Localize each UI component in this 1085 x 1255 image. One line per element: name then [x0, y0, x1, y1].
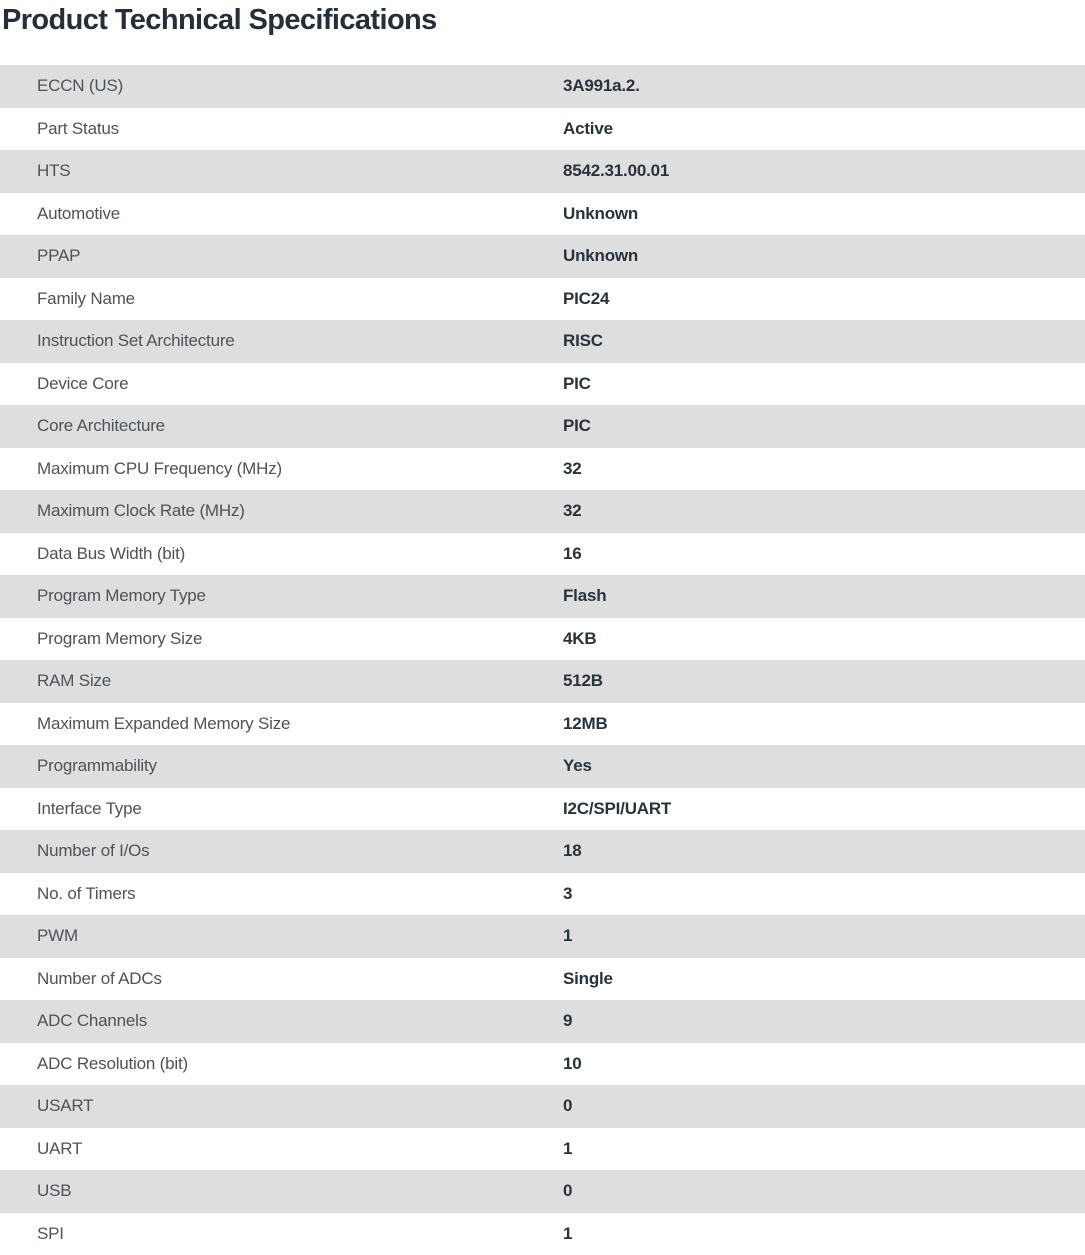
spec-label: Program Memory Size	[0, 629, 563, 649]
spec-value: PIC24	[563, 289, 1085, 309]
spec-label: Part Status	[0, 119, 563, 139]
spec-value: Flash	[563, 586, 1085, 606]
spec-value: I2C/SPI/UART	[563, 799, 1085, 819]
spec-value: 4KB	[563, 629, 1085, 649]
page-title: Product Technical Specifications	[2, 4, 437, 37]
spec-value: 1	[563, 1224, 1085, 1244]
spec-row	[0, 1000, 1085, 1043]
spec-row	[0, 235, 1085, 278]
spec-value: 3A991a.2.	[563, 76, 1085, 96]
spec-value: Single	[563, 969, 1085, 989]
spec-row	[0, 65, 1085, 108]
spec-row	[0, 1085, 1085, 1128]
spec-row	[0, 830, 1085, 873]
spec-value: RISC	[563, 331, 1085, 351]
spec-value: 512B	[563, 671, 1085, 691]
spec-label: Data Bus Width (bit)	[0, 544, 563, 564]
spec-value: 9	[563, 1011, 1085, 1031]
spec-label: Automotive	[0, 204, 563, 224]
spec-value: 16	[563, 544, 1085, 564]
spec-label: Instruction Set Architecture	[0, 331, 563, 351]
spec-label: SPI	[0, 1224, 563, 1244]
spec-row	[0, 490, 1085, 533]
spec-value: 18	[563, 841, 1085, 861]
spec-row	[0, 1170, 1085, 1213]
spec-label: UART	[0, 1139, 563, 1159]
spec-label: Number of I/Os	[0, 841, 563, 861]
spec-label: Number of ADCs	[0, 969, 563, 989]
spec-label: Family Name	[0, 289, 563, 309]
spec-value: 1	[563, 926, 1085, 946]
spec-value: 0	[563, 1096, 1085, 1116]
spec-value: 10	[563, 1054, 1085, 1074]
spec-value: 0	[563, 1181, 1085, 1201]
spec-label: Interface Type	[0, 799, 563, 819]
spec-label: Maximum CPU Frequency (MHz)	[0, 459, 563, 479]
spec-value: Unknown	[563, 204, 1085, 224]
spec-row	[0, 320, 1085, 363]
spec-row	[0, 703, 1085, 746]
spec-value: 32	[563, 501, 1085, 521]
spec-row	[0, 1043, 1085, 1086]
spec-row	[0, 660, 1085, 703]
spec-row	[0, 1213, 1085, 1255]
spec-label: PPAP	[0, 246, 563, 266]
spec-row	[0, 448, 1085, 491]
spec-label: Core Architecture	[0, 416, 563, 436]
spec-row	[0, 873, 1085, 916]
spec-row	[0, 788, 1085, 831]
spec-row	[0, 278, 1085, 321]
spec-row	[0, 745, 1085, 788]
spec-label: Maximum Expanded Memory Size	[0, 714, 563, 734]
spec-row	[0, 958, 1085, 1001]
spec-row	[0, 533, 1085, 576]
spec-label: Program Memory Type	[0, 586, 563, 606]
spec-row	[0, 915, 1085, 958]
spec-row	[0, 575, 1085, 618]
spec-label: ECCN (US)	[0, 76, 563, 96]
spec-row	[0, 363, 1085, 406]
spec-label: Maximum Clock Rate (MHz)	[0, 501, 563, 521]
spec-label: RAM Size	[0, 671, 563, 691]
spec-value: 32	[563, 459, 1085, 479]
spec-value: Yes	[563, 756, 1085, 776]
spec-row	[0, 108, 1085, 151]
spec-value: 3	[563, 884, 1085, 904]
spec-label: ADC Channels	[0, 1011, 563, 1031]
spec-row	[0, 405, 1085, 448]
spec-value: 12MB	[563, 714, 1085, 734]
spec-row	[0, 193, 1085, 236]
spec-label: USB	[0, 1181, 563, 1201]
spec-value: Active	[563, 119, 1085, 139]
spec-value: Unknown	[563, 246, 1085, 266]
spec-label: Device Core	[0, 374, 563, 394]
spec-row	[0, 1128, 1085, 1171]
spec-label: PWM	[0, 926, 563, 946]
spec-table	[0, 65, 1085, 1255]
spec-value: 1	[563, 1139, 1085, 1159]
spec-label: USART	[0, 1096, 563, 1116]
spec-row	[0, 150, 1085, 193]
spec-label: HTS	[0, 161, 563, 181]
spec-value: 8542.31.00.01	[563, 161, 1085, 181]
spec-label: ADC Resolution (bit)	[0, 1054, 563, 1074]
spec-row	[0, 618, 1085, 661]
spec-label: Programmability	[0, 756, 563, 776]
spec-value: PIC	[563, 374, 1085, 394]
spec-label: No. of Timers	[0, 884, 563, 904]
spec-value: PIC	[563, 416, 1085, 436]
